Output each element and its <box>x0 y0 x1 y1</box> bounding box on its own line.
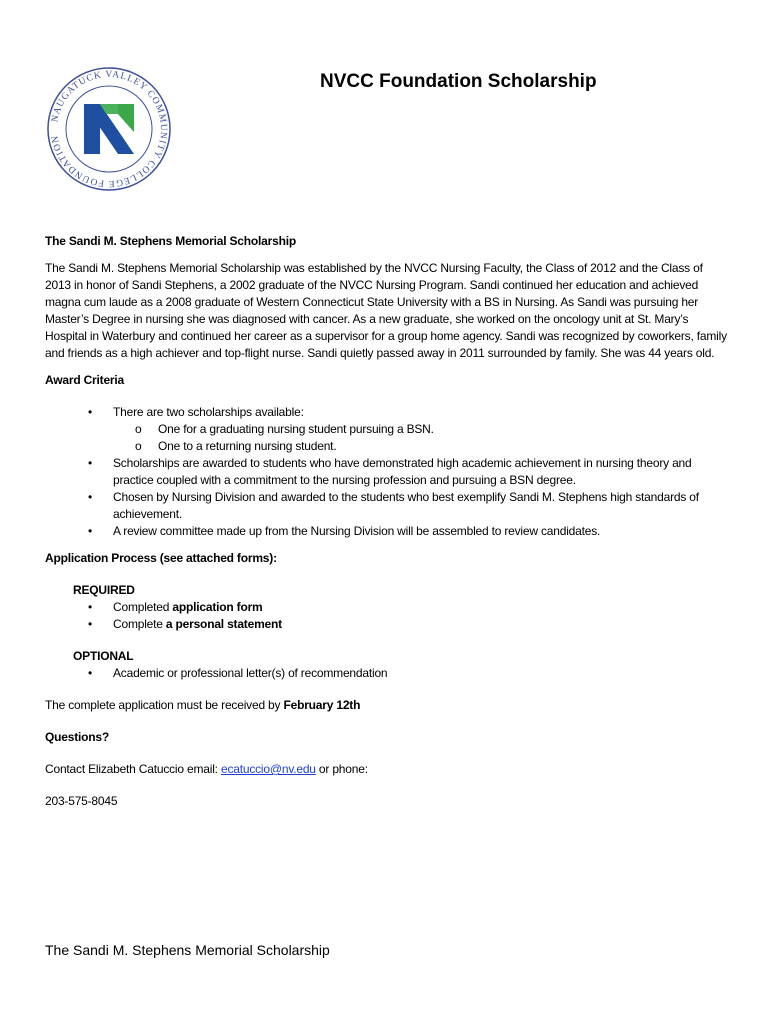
contact-line: Contact Elizabeth Catuccio email: ecatuccio@nv.edu or phone: <box>45 762 368 776</box>
optional-label: OPTIONAL <box>73 649 134 663</box>
application-process-heading: Application Process (see attached forms): <box>45 551 277 565</box>
document-body <box>45 233 730 810</box>
list-item: • A review committee made up from the Nursing Division will be assembled to review candidates. <box>45 523 730 540</box>
list-item: • Academic or professional letter(s) of recommendation <box>45 665 730 682</box>
award-criteria-list <box>45 404 730 540</box>
scholarship-heading: The Sandi M. Stephens Memorial Scholarship <box>45 234 296 248</box>
page-footer: The Sandi M. Stephens Memorial Scholarship <box>45 942 330 958</box>
scholarship-types-list <box>113 421 730 455</box>
optional-list <box>45 665 730 682</box>
list-item: • There are two scholarships available: o One for a graduating nursing student pursuing a BSN. o One to a returning nursing student. <box>45 404 730 455</box>
list-item: • Completed application form <box>45 599 730 616</box>
seal-ring-text: NAUGATUCK VALLEY COMMUNITY COLLEGE FOUNDATION <box>50 69 169 189</box>
award-criteria-heading: Award Criteria <box>45 373 125 387</box>
deadline-text: The complete application must be received by February 12th <box>45 698 361 712</box>
list-item: • Chosen by Nursing Division and awarded to the students who best exemplify Sandi M. Stephens high standards of achievement. <box>45 489 730 523</box>
foundation-logo <box>46 66 172 192</box>
questions-heading: Questions? <box>45 730 110 744</box>
required-label: REQUIRED <box>73 583 135 597</box>
required-list <box>45 599 730 633</box>
list-item: • Scholarships are awarded to students who have demonstrated high academic achievement in nursing theory and practice coupled with a commitment to the nursing profession and pursuing a BSN degree. <box>45 455 730 489</box>
page-title: NVCC Foundation Scholarship <box>320 71 597 92</box>
phone-number: 203-575-8045 <box>45 794 118 808</box>
email-link[interactable]: ecatuccio@nv.edu <box>220 762 316 776</box>
intro-paragraph: The Sandi M. Stephens Memorial Scholarship was established by the NVCC Nursing Faculty, the Class of 2012 and the Class of 2013 in honor of Sandi Stephens, a 2002 graduate of the NVCC Nursing Program. Sandi continued her education and achieved magna cum laude as a 2008 graduate of Western Connecticut State University with a BS in Nursing. As Sandi was pursuing her Master’s Degree in nursing she was diagnosed with cancer. As a new graduate, she worked on the oncology unit at St. Mary’s Hospital in Waterbury and continued her career as a supervisor for a group home agency. Sandi was recognized by coworkers, family and friends as a high achiever and top-flight nurse. Sandi quietly passed away in 2011 surrounded by family. She was 44 years old. <box>45 261 727 360</box>
nvcc-foundation-seal-icon <box>46 66 172 192</box>
list-item: o One for a graduating nursing student pursuing a BSN. <box>113 421 730 438</box>
list-item: • Complete a personal statement <box>45 616 730 633</box>
list-item: o One to a returning nursing student. <box>113 438 730 455</box>
